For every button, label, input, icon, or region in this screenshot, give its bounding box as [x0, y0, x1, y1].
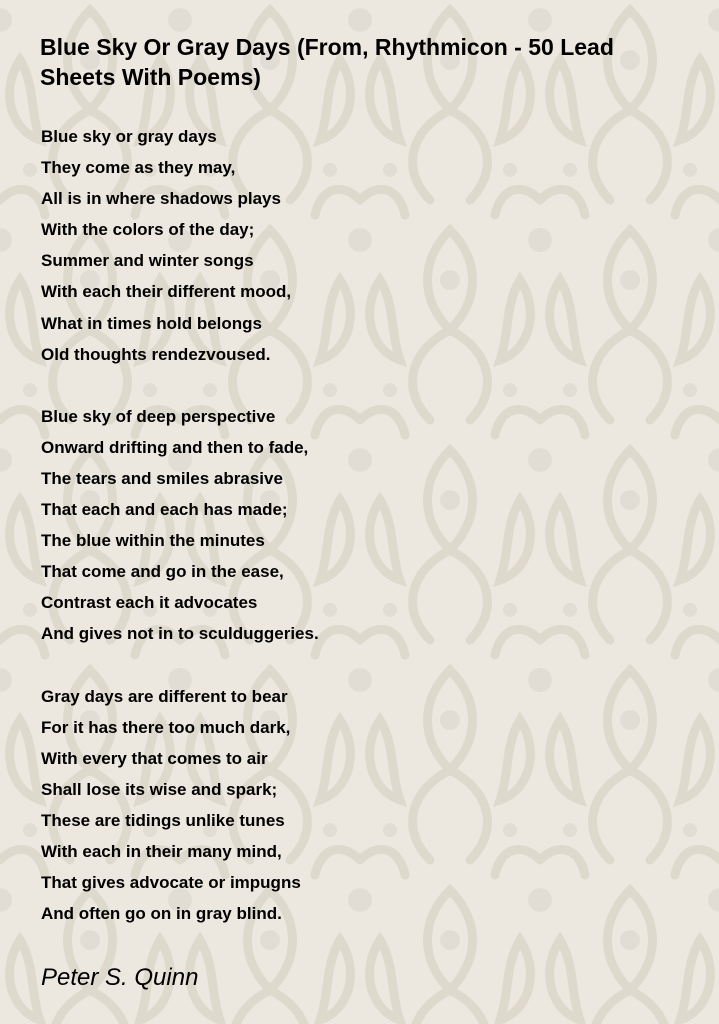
stanza-1	[41, 121, 681, 370]
poem-line: The blue within the minutes	[41, 531, 265, 551]
poem-line: The tears and smiles abrasive	[41, 468, 283, 488]
poem-body	[41, 121, 681, 960]
poem-line: For it has there too much dark,	[41, 717, 291, 737]
poem-line: With each their different mood,	[41, 282, 292, 302]
stanza-3	[41, 681, 681, 930]
poem-line: With each in their many mind,	[41, 841, 282, 861]
poem-line: They come as they may,	[41, 158, 236, 178]
poem-title: Blue Sky Or Gray Days (From, Rhythmicon - 50 Lead Sheets With Poems)	[40, 34, 614, 90]
poem-line: All is in where shadows plays	[41, 189, 281, 209]
poem-line: And gives not in to sculduggeries.	[41, 624, 319, 644]
poem-line: Onward drifting and then to fade,	[41, 437, 309, 457]
poem-line: That each and each has made;	[41, 500, 288, 520]
poem-line: What in times hold belongs	[41, 313, 262, 333]
poem-line: Gray days are different to bear	[41, 686, 288, 706]
poem-line: Contrast each it advocates	[41, 593, 258, 613]
poem-line: That gives advocate or impugns	[41, 873, 301, 893]
poem-line: Old thoughts rendezvoused.	[41, 344, 271, 364]
poem-author: Peter S. Quinn	[41, 964, 199, 991]
poem-line: Shall lose its wise and spark;	[41, 779, 278, 799]
poem-line: Blue sky of deep perspective	[41, 406, 276, 426]
poem-line: With every that comes to air	[41, 748, 268, 768]
poem-line: With the colors of the day;	[41, 220, 255, 240]
poem-line: That come and go in the ease,	[41, 562, 284, 582]
poem-line: Summer and winter songs	[41, 251, 254, 271]
poem-line: Blue sky or gray days	[41, 127, 217, 146]
stanza-2	[41, 401, 681, 650]
poem-line: These are tidings unlike tunes	[41, 810, 285, 830]
poem-line: And often go on in gray blind.	[41, 904, 282, 924]
